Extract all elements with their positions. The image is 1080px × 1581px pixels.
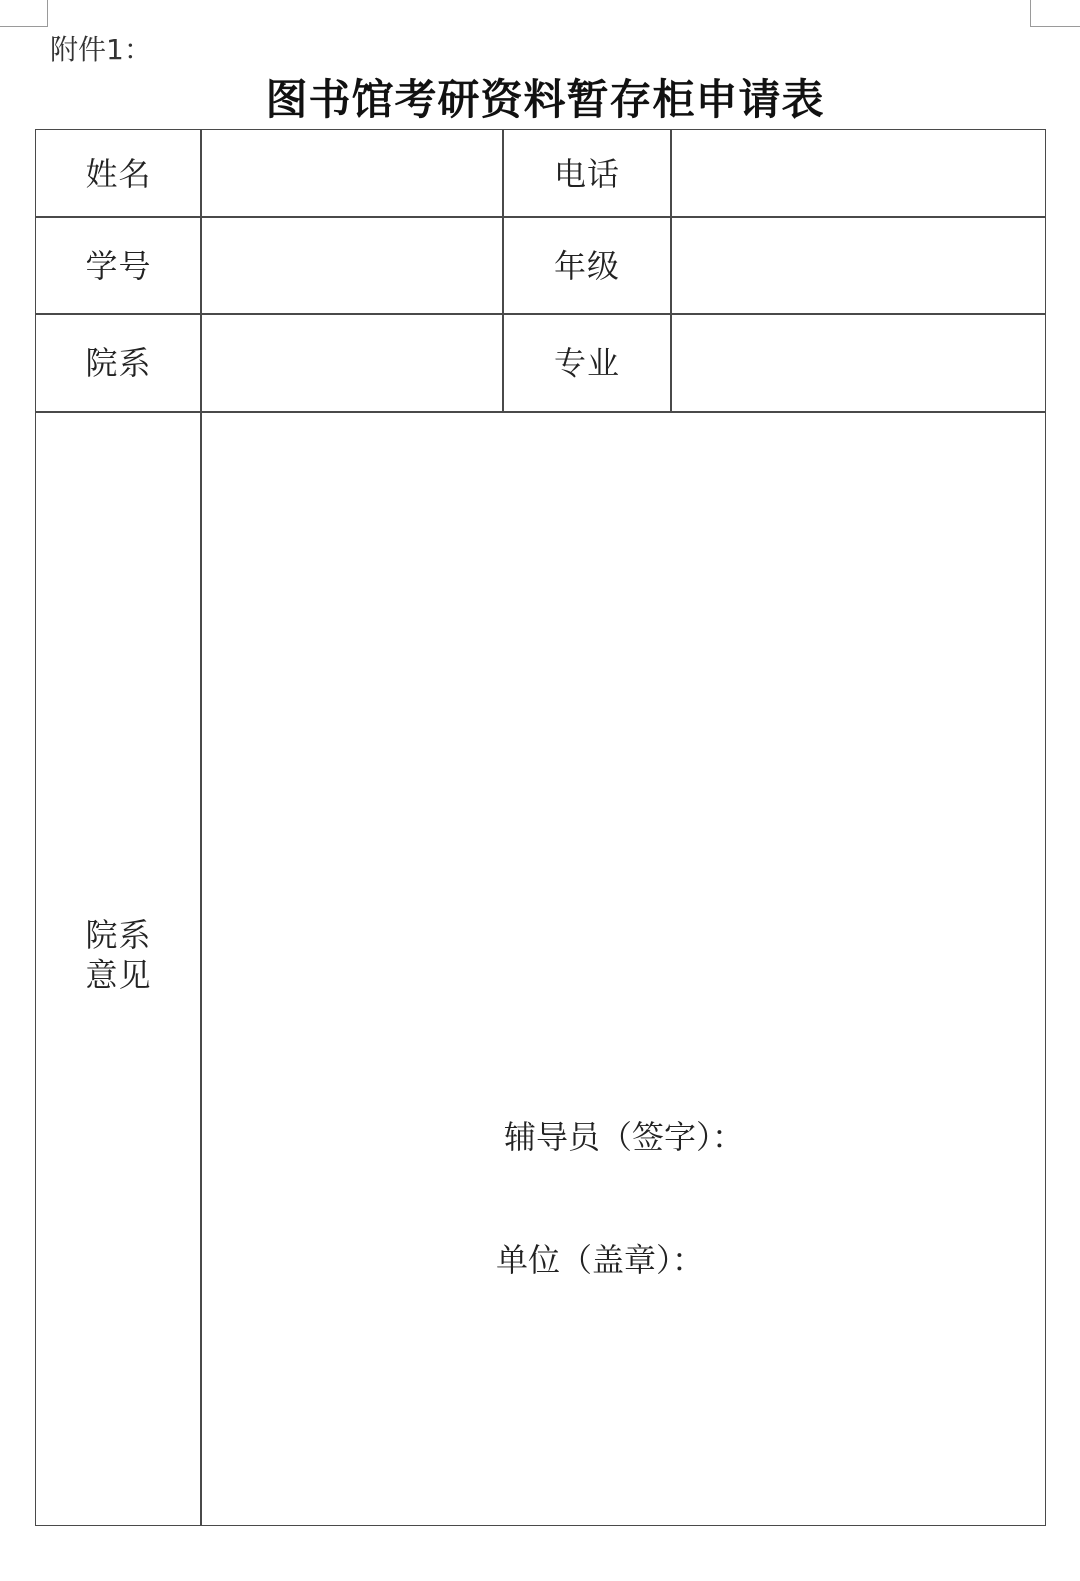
grade-field[interactable] <box>672 218 1045 313</box>
crop-mark-top-right-vertical <box>1030 0 1031 27</box>
crop-mark-top-left-horizontal <box>0 26 48 27</box>
application-form-table <box>35 129 1046 1526</box>
unit-stamp-label: 单位（盖章）： <box>496 1241 705 1279</box>
student-id-field[interactable] <box>202 218 502 313</box>
grade-label: 年级 <box>553 246 620 285</box>
department-opinion-field[interactable] <box>202 413 1045 1525</box>
department-label: 院系 <box>85 344 152 382</box>
phone-label: 电话 <box>553 154 620 193</box>
department-opinion-label-line1: 院系 <box>85 916 152 954</box>
name-field[interactable] <box>202 130 502 216</box>
major-label: 专业 <box>553 344 620 382</box>
form-title: 图书馆考研资料暂存柜申请表 <box>265 75 825 124</box>
department-opinion-label-line2: 意见 <box>85 956 152 994</box>
crop-mark-top-right-horizontal <box>1030 26 1080 27</box>
department-field[interactable] <box>202 315 502 411</box>
attachment-label: 附件1： <box>50 33 152 66</box>
name-label: 姓名 <box>85 154 152 193</box>
student-id-label: 学号 <box>85 246 152 285</box>
counselor-signature-label: 辅导员（签字）： <box>504 1118 745 1156</box>
department-opinion-label <box>36 913 201 997</box>
crop-mark-top-left-vertical <box>47 0 48 27</box>
major-field[interactable] <box>672 315 1045 411</box>
phone-field[interactable] <box>672 130 1045 216</box>
